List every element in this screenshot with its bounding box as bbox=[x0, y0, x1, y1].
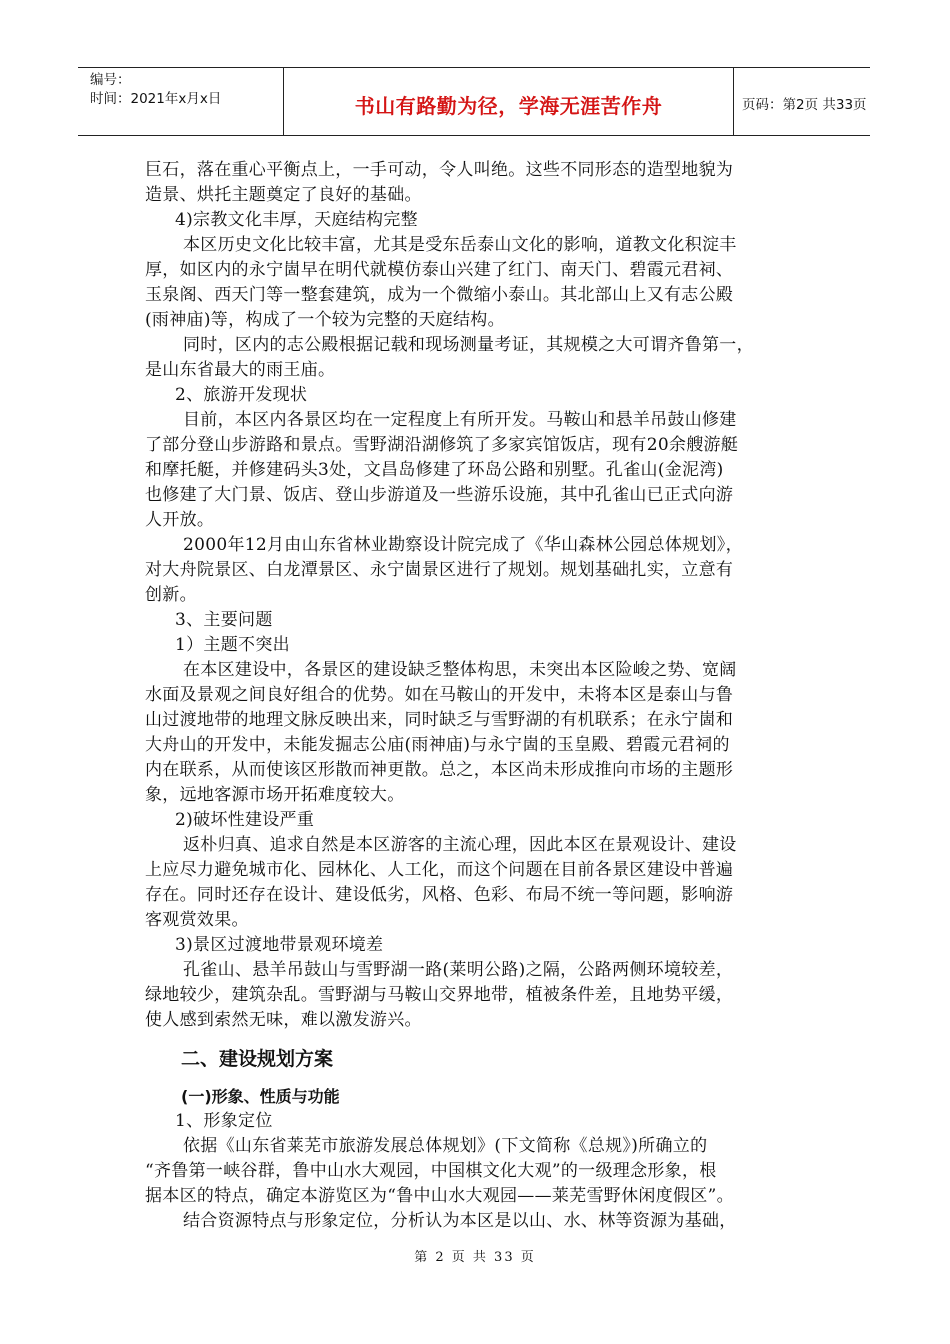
body-line: 上应尽力避免城市化、园林化、人工化，而这个问题在目前各景区建设中普遍 bbox=[145, 860, 734, 880]
body-line: 是山东省最大的雨王庙。 bbox=[145, 360, 336, 380]
header-table bbox=[78, 67, 870, 136]
body-line: 造景、烘托主题奠定了良好的基础。 bbox=[145, 185, 422, 205]
body-line: 也修建了大门景、饭店、登山步游道及一些游乐设施，其中孔雀山已正式向游 bbox=[145, 485, 734, 505]
body-line: 山过渡地带的地理文脉反映出来，同时缺乏与雪野湖的有机联系；在永宁崮和 bbox=[145, 710, 734, 730]
body-line: 据本区的特点，确定本游览区为“鲁中山水大观园——莱芜雪野休闲度假区”。 bbox=[145, 1186, 734, 1206]
body-line: 目前，本区内各景区均在一定程度上有所开发。马鞍山和悬羊吊鼓山修建 bbox=[183, 410, 737, 430]
body-line: 巨石，落在重心平衡点上，一手可动，令人叫绝。这些不同形态的造型地貌为 bbox=[145, 160, 734, 180]
body-line: (雨神庙)等，构成了一个较为完整的天庭结构。 bbox=[145, 310, 505, 330]
body-line: 和摩托艇，并修建码头3处，文昌岛修建了环岛公路和别墅。孔雀山(金泥湾) bbox=[145, 460, 724, 480]
body-line: 大舟山的开发中，未能发掘志公庙(雨神庙)与永宁崮的玉皇殿、碧霞元君祠的 bbox=[145, 735, 730, 755]
body-line: 内在联系，从而使该区形散而神更散。总之，本区尚未形成推向市场的主题形 bbox=[145, 760, 734, 780]
body-line: 本区历史文化比较丰富，尤其是受东岳泰山文化的影响，道教文化积淀丰 bbox=[183, 235, 737, 255]
body-line: 3、主要问题 bbox=[175, 610, 273, 630]
body-line: 客观赏效果。 bbox=[145, 910, 249, 930]
header-motto: 书山有路勤为径，学海无涯苦作舟 bbox=[354, 94, 663, 118]
body-line: “齐鲁第一峡谷群，鲁中山水大观园，中国棋文化大观”的一级理念形象，根 bbox=[145, 1161, 717, 1181]
body-line: 2)破坏性建设严重 bbox=[175, 810, 315, 830]
section-heading: 二、建设规划方案 bbox=[181, 1048, 334, 1070]
header-page-code: 页码：第2页 共33页 bbox=[742, 97, 867, 113]
body-line: 3)景区过渡地带景观环境差 bbox=[175, 935, 384, 955]
header-meta-cell bbox=[78, 68, 283, 135]
body-line: 人开放。 bbox=[145, 510, 215, 530]
body-line: 2000年12月由山东省林业勘察设计院完成了《华山森林公园总体规划》， bbox=[183, 535, 743, 555]
body-line: 结合资源特点与形象定位，分析认为本区是以山、水、林等资源为基础， bbox=[183, 1211, 737, 1231]
document-body bbox=[145, 158, 807, 1234]
page-footer: 第 2 页 共 33 页 bbox=[414, 1250, 536, 1265]
body-line: 返朴归真、追求自然是本区游客的主流心理，因此本区在景观设计、建设 bbox=[183, 835, 737, 855]
header-page-cell bbox=[734, 68, 870, 135]
document-number-label: 编号： bbox=[90, 72, 131, 88]
body-line: 水面及景观之间良好组合的优势。如在马鞍山的开发中，未将本区是泰山与鲁 bbox=[145, 685, 734, 705]
body-line: 了部分登山步游路和景点。雪野湖沿湖修筑了多家宾馆饭店，现有20余艘游艇 bbox=[145, 435, 739, 455]
document-date-label: 时间：2021年x月x日 bbox=[90, 91, 222, 107]
body-line: 象，远地客源市场开拓难度较大。 bbox=[145, 785, 405, 805]
body-line: 2、旅游开发现状 bbox=[175, 385, 308, 405]
body-line: 使人感到索然无味，难以激发游兴。 bbox=[145, 1010, 422, 1030]
header-motto-cell bbox=[283, 68, 734, 135]
body-line: 在本区建设中，各景区的建设缺乏整体构思，未突出本区险峻之势、宽阔 bbox=[183, 660, 737, 680]
body-line: 1、形象定位 bbox=[175, 1111, 273, 1131]
body-line: 玉泉阁、西天门等一整套建筑，成为一个微缩小泰山。其北部山上又有志公殿 bbox=[145, 285, 734, 305]
body-line: 同时，区内的志公殿根据记载和现场测量考证，其规模之大可谓齐鲁第一， bbox=[183, 335, 754, 355]
body-line: 依据《山东省莱芜市旅游发展总体规划》(下文简称《总规》)所确立的 bbox=[183, 1136, 708, 1156]
body-line: 对大舟院景区、白龙潭景区、永宁崮景区进行了规划。规划基础扎实，立意有 bbox=[145, 560, 734, 580]
body-line: 1）主题不突出 bbox=[175, 635, 290, 655]
body-line: 存在。同时还存在设计、建设低劣，风格、色彩、布局不统一等问题，影响游 bbox=[145, 885, 734, 905]
subsection-heading: (一)形象、性质与功能 bbox=[181, 1087, 340, 1106]
body-line: 创新。 bbox=[145, 585, 197, 605]
body-line: 绿地较少，建筑杂乱。雪野湖与马鞍山交界地带，植被条件差，且地势平缓， bbox=[145, 985, 734, 1005]
body-line: 孔雀山、悬羊吊鼓山与雪野湖一路(莱明公路)之隔，公路两侧环境较差， bbox=[183, 960, 734, 980]
body-line: 厚，如区内的永宁崮早在明代就模仿泰山兴建了红门、南天门、碧霞元君祠、 bbox=[145, 260, 734, 280]
body-line: 4)宗教文化丰厚，天庭结构完整 bbox=[175, 210, 418, 230]
